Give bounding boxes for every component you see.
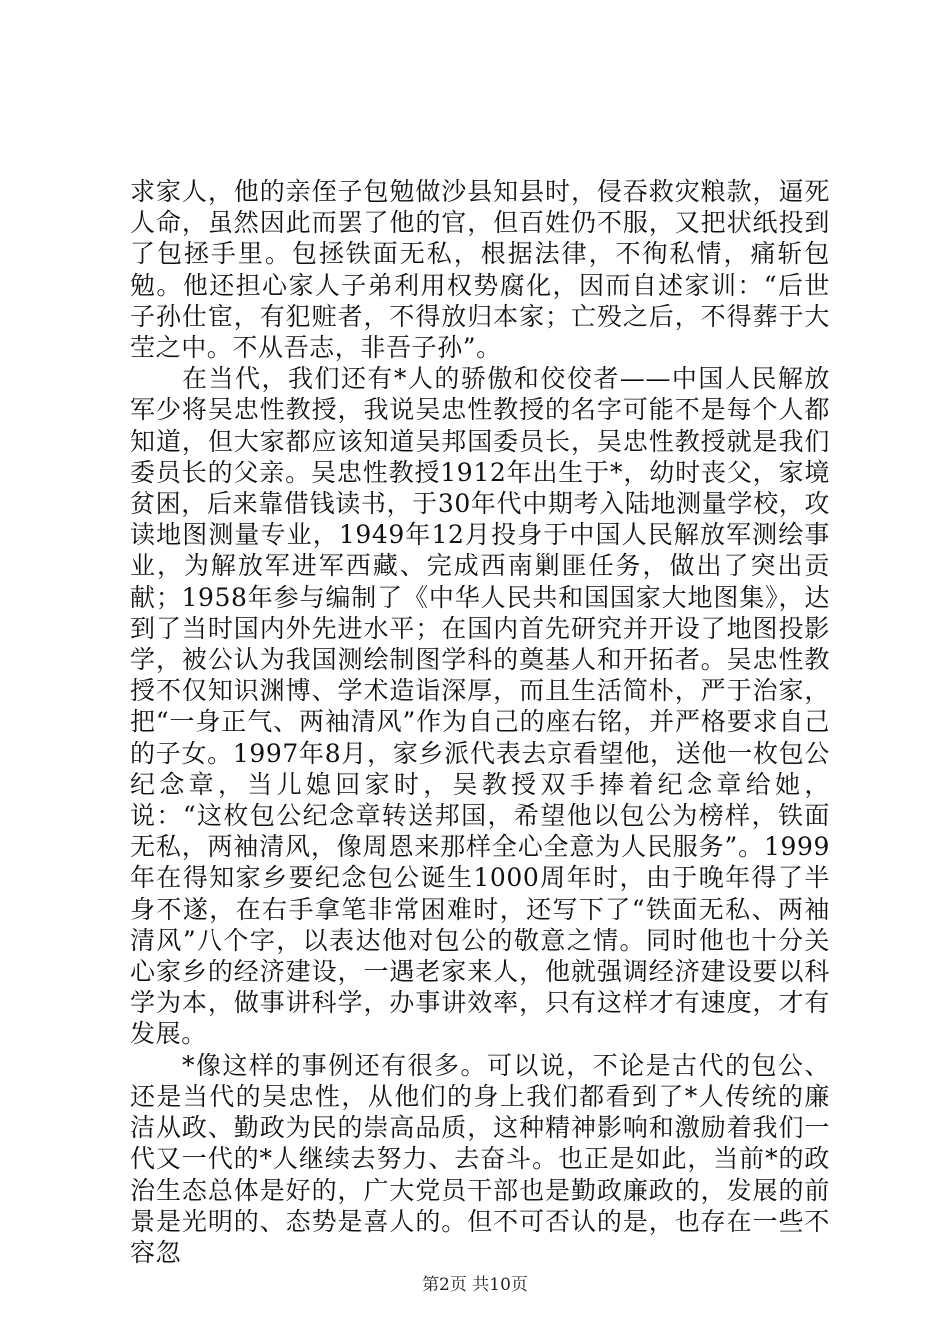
paragraph-continuation: 求家人，他的亲侄子包勉做沙县知县时，侵吞救灾粮款，逼死人命，虽然因此而罢了他的官，但百姓仍不服，又把状纸投到了包拯手里。包拯铁面无私，根据法律，不徇私情，痛斩包勉。他还担心家人子弟利用权势腐化，因而自述家训：“后世子孙仕宦，有犯赃者，不得放归本家；亡殁之后，不得葬于大茔之中。不从吾志，非吾子孙”。 — [130, 177, 830, 363]
document-body — [130, 176, 830, 1268]
page-number-footer: 第2页 共10页 — [422, 1275, 528, 1295]
paragraph-summary: *像这样的事例还有很多。可以说，不论是古代的包公、还是当代的吴忠性，从他们的身上我们都看到了*人传统的廉洁从政、勤政为民的崇高品质，这种精神影响和激励着我们一代又一代的*人继续去努力、去奋斗。也正是如此，当前*的政治生态总体是好的，广大党员干部也是勤政廉政的，发展的前景是光明的、态势是喜人的。但不可否认的是，也存在一些不容忽 — [130, 1050, 830, 1267]
paragraph-wu-zhongxing: 在当代，我们还有*人的骄傲和佼佼者——中国人民解放军少将吴忠性教授，我说吴忠性教授的名字可能不是每个人都知道，但大家都应该知道吴邦国委员长，吴忠性教授就是我们委员长的父亲。吴忠性教授1912年出生于*，幼时丧父，家境贫困，后来靠借钱读书，于30年代中期考入陆地测量学校，攻读地图测量专业，1949年12月投身于中国人民解放军测绘事业，为解放军进军西藏、完成西南剿匪任务，做出了突出贡献；1958年参与编制了《中华人民共和国国家大地图集》，达到了当时国内外先进水平；在国内首先研究并开设了地图投影学，被公认为我国测绘制图学科的奠基人和开拓者。吴忠性教授不仅知识渊博、学术造诣深厚，而且生活简朴，严于治家，把“一身正气、两袖清风”作为自己的座右铭，并严格要求自己的子女。1997年8月，家乡派代表去京看望他，送他一枚包公纪念章，当儿媳回家时，吴教授双手捧着纪念章给她，说：“这枚包公纪念章转送邦国，希望他以包公为榜样，铁面无私，两袖清风，像周恩来那样全心全意为人民服务”。1999年在得知家乡要纪念包公诞生1000周年时，由于晚年得了半身不遂，在右手拿笔非常困难时，还写下了“铁面无私、两袖清风”八个字，以表达他对包公的敬意之情。同时他也十分关心家乡的经济建设，一遇老家来人，他就强调经济建设要以科学为本，做事讲科学，办事讲效率，只有这样才有速度，才有发展。 — [130, 364, 830, 1049]
